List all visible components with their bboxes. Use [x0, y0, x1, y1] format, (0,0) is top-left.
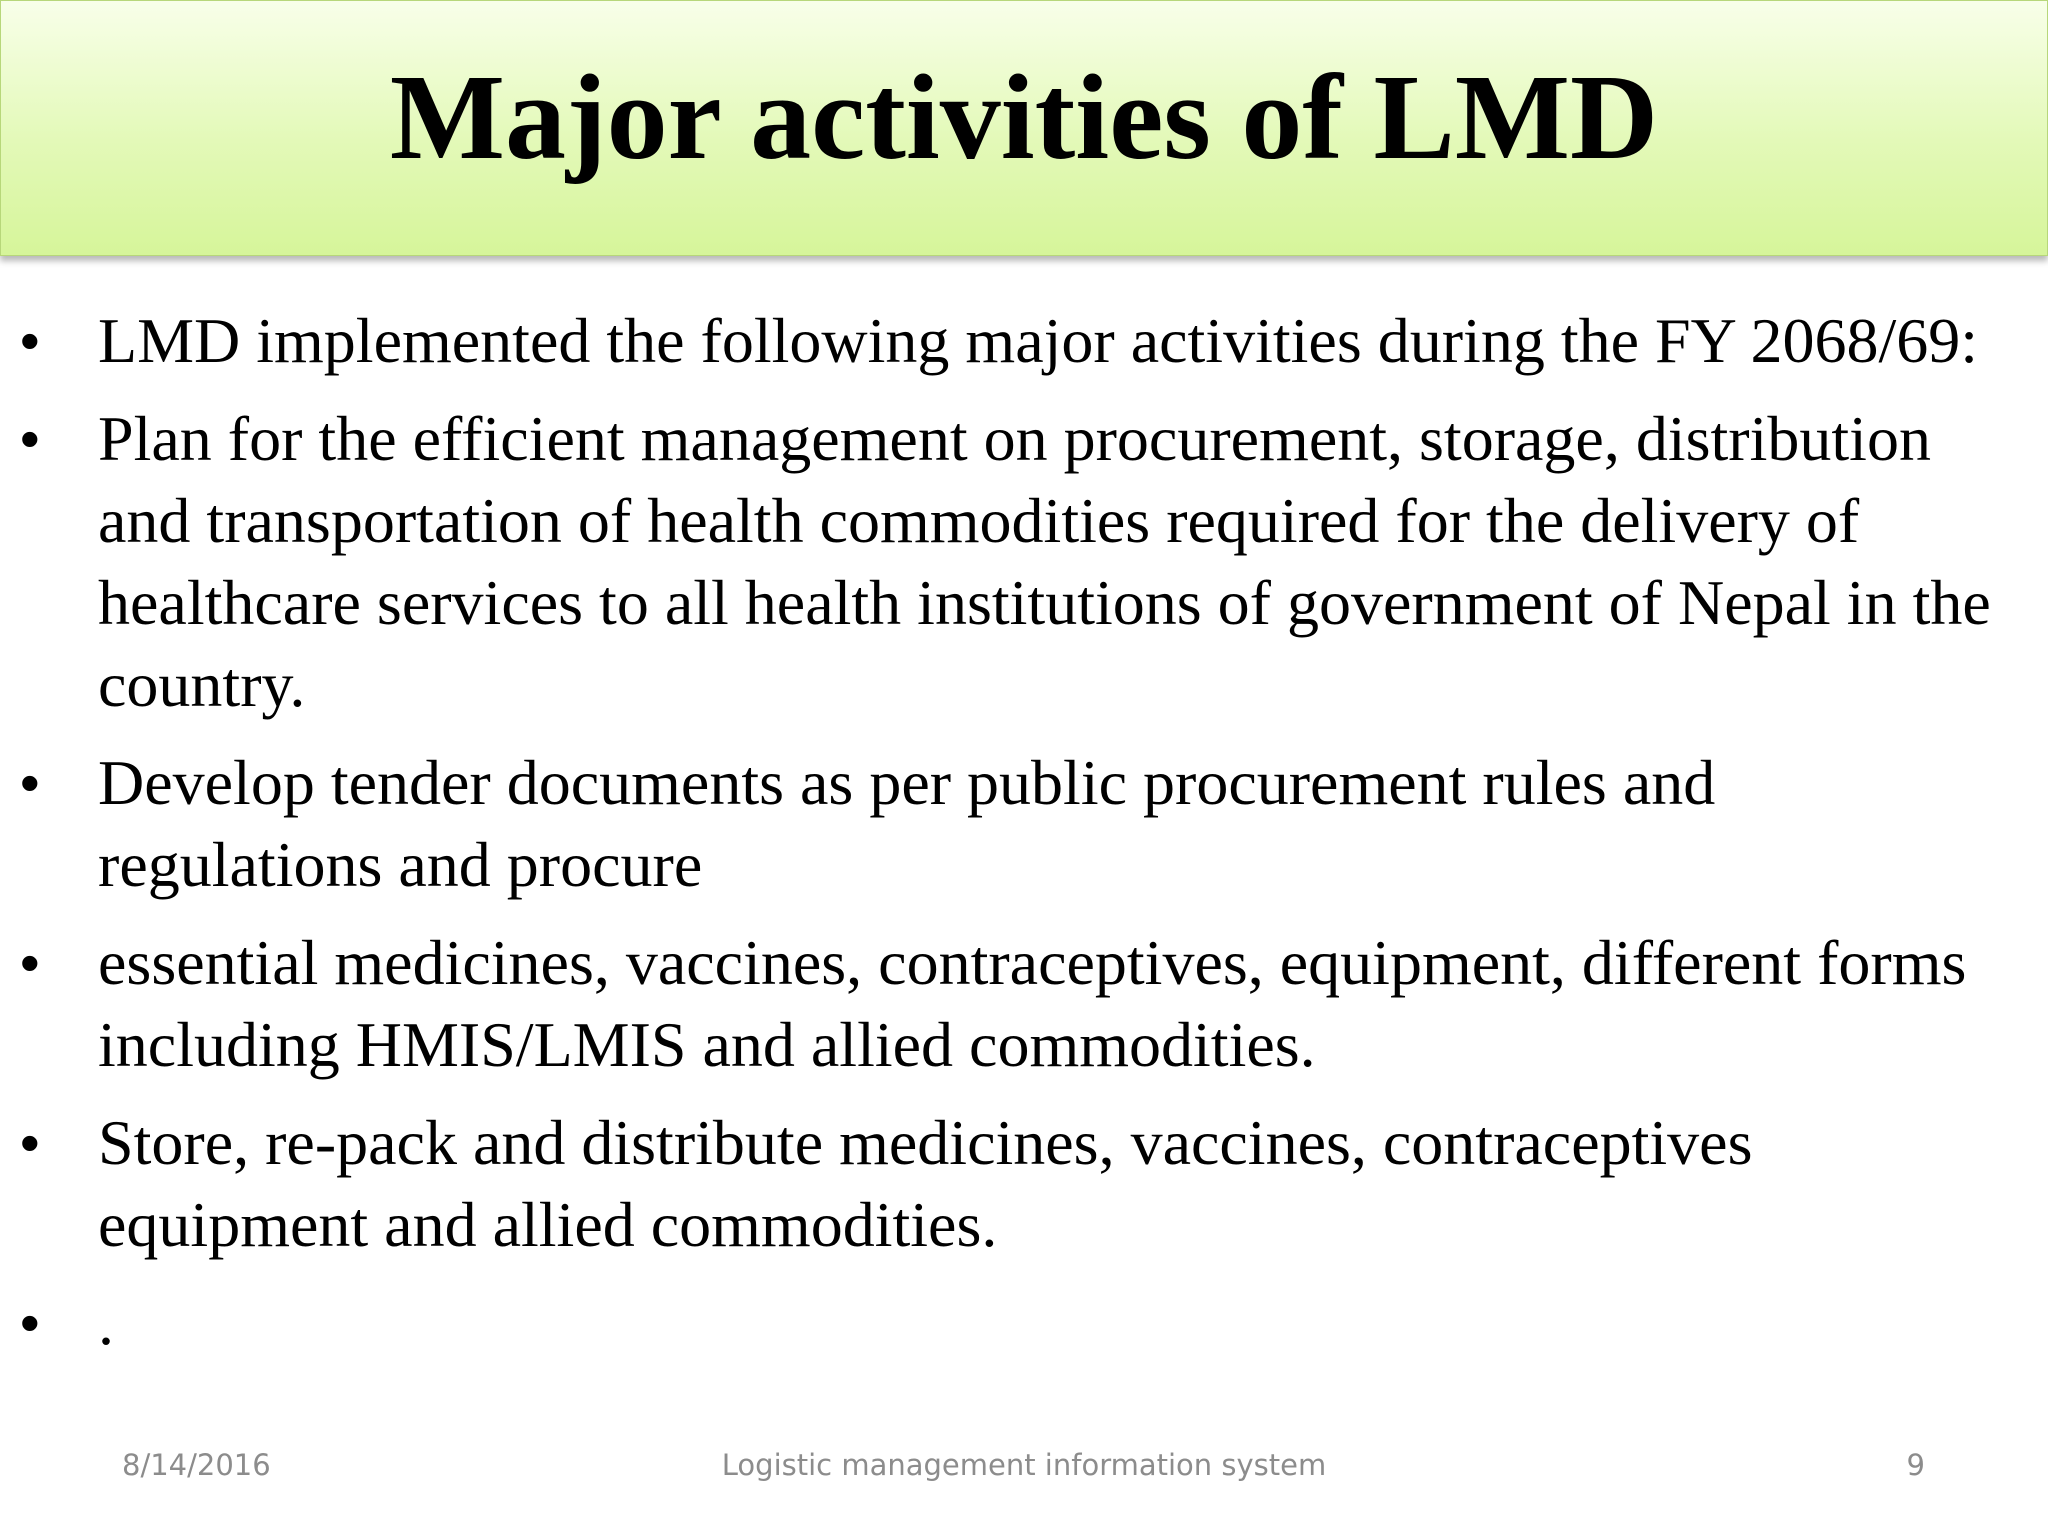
- bullet-item: [0, 1282, 2048, 1364]
- footer-date: 8/14/2016: [122, 1448, 271, 1482]
- bullet-point-icon: •: [20, 407, 40, 470]
- bullet-item: [0, 922, 2048, 1086]
- bullet-text: Store, re-pack and distribute medicines, vaccines, contraceptives equipment and allied commodities.: [98, 1107, 1753, 1260]
- bullet-point-icon: •: [20, 309, 40, 372]
- bullet-item: [0, 398, 2048, 726]
- bullet-text: essential medicines, vaccines, contraceptives, equipment, different forms including HMIS/LMIS and allied commodities.: [98, 927, 1967, 1080]
- bullet-point-icon: •: [20, 751, 40, 814]
- bullet-point-icon: •: [20, 1291, 40, 1354]
- bullet-point-icon: •: [20, 1111, 40, 1174]
- bullet-item: [0, 1102, 2048, 1266]
- footer-title: Logistic management information system: [721, 1448, 1327, 1482]
- slide-number: 9: [1906, 1448, 1925, 1482]
- title-bar: [0, 0, 2048, 256]
- slide-title: Major activities of LMD: [389, 50, 1659, 185]
- bullet-point-icon: •: [20, 931, 40, 994]
- bullet-text: .: [98, 1287, 114, 1358]
- bullet-text: Plan for the efficient management on procurement, storage, distribution and transportation of health commodities required for the delivery of healthcare services to all health institutions of government of Nepal in the country.: [98, 403, 1991, 720]
- bullet-text: LMD implemented the following major activities during the FY 2068/69:: [98, 305, 1978, 376]
- bullet-text: Develop tender documents as per public procurement rules and regulations and procure: [98, 747, 1716, 900]
- bullet-item: [0, 742, 2048, 906]
- bullet-item: [0, 300, 2048, 382]
- bullet-list: [0, 300, 2048, 1380]
